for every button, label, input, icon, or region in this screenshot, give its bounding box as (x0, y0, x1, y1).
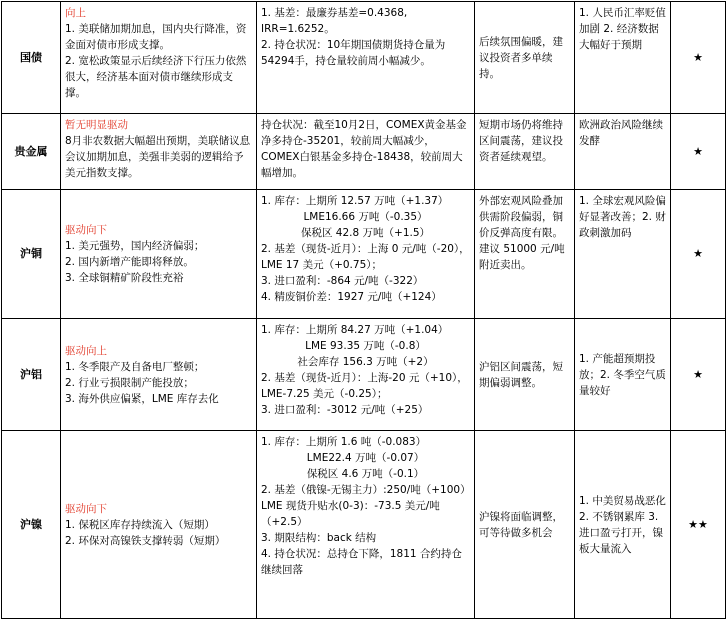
fundamental-line: 1. 库存：上期所 1.6 吨（-0.083） (261, 436, 427, 448)
fundamental-line: 4. 精废铜价差：1927 元/吨（+124） (261, 291, 442, 303)
fundamental-line: 2. 基差（俄镍-无锡主力）:250/吨（+100） (261, 484, 471, 496)
fundamental-line: 3. 进口盈利：-864 元/吨（-322） (261, 275, 424, 287)
strategy-cell: 沪镍将面临调整，可等待做多机会 (475, 431, 575, 619)
driver-title: 驱动向上 (65, 344, 107, 357)
driver-cell (61, 190, 257, 319)
risk-cell: 1. 全球宏观风险偏好显著改善；2. 财政刺激加码 (575, 190, 671, 319)
driver-line: 3. 海外供应偏紧，LME 库存去化 (65, 392, 219, 405)
fundamental-line: 1. 基差：最廉券基差=0.4368, IRR=1.6252。 (261, 7, 408, 35)
table-row (2, 114, 726, 190)
driver-cell (61, 319, 257, 431)
fundamental-line: LME 现货升贴水(0-3)：-73.5 美元/吨（+2.5） (261, 500, 440, 528)
fundamental-line: 2. 基差（现货-近月）：上海 0 元/吨（-20），LME 17 美元（+0.75）； (261, 243, 470, 271)
driver-line: 1. 美联储加期加息，国内央行降准，资金面对债市形成支撑。 (65, 23, 247, 51)
rating-cell: ★ (671, 190, 726, 319)
risk-cell: 1. 中美贸易战恶化 2. 不锈钢累库 3. 进口盈亏打开，镍板大量流入 (575, 431, 671, 619)
driver-title: 驱动向下 (65, 502, 107, 515)
strategy-cell: 沪铝区间震荡，短期偏弱调整。 (475, 319, 575, 431)
fundamental-line: 4. 持仓状况：总持仓下降，1811 合约持仓继续回落 (261, 548, 462, 576)
driver-line: 3. 全球铜精矿阶段性充裕 (65, 272, 184, 284)
fundamental-line: 1. 库存：上期所 84.27 万吨（+1.04） (261, 324, 449, 336)
fundamental-line: 3. 进口盈利：-3012 元/吨（+25） (261, 404, 429, 416)
driver-cell (61, 431, 257, 619)
rating-cell: ★ (671, 2, 726, 114)
commodity-table (1, 1, 726, 619)
fundamental-line: 社会库存 156.3 万吨（+2） (297, 356, 434, 368)
strategy-cell: 短期市场仍将维持区间震荡，建议投资者延续观望。 (475, 114, 575, 190)
fundamental-cell (257, 190, 475, 319)
driver-line: 8月非农数据大幅超出预期，美联储议息会议加期加息，美强非美弱的逻辑给予美元指数支撑。 (65, 135, 251, 179)
table-row (2, 2, 726, 114)
fundamental-cell (257, 114, 475, 190)
driver-line: 2. 宽松政策显示后续经济下行压力依然很大，经济基本面对债市继续形成支撑。 (65, 55, 247, 99)
fundamental-line: 2. 基差（现货-近月）：上海-20 元（+10），LME-7.25 美元（-0.25）； (261, 372, 468, 400)
row-name: 沪铝 (2, 319, 61, 431)
fundamental-line: 3. 期限结构：back 结构 (261, 532, 377, 544)
row-name: 沪镍 (2, 431, 61, 619)
driver-line: 1. 保税区库存持续流入（短期） (65, 518, 215, 531)
fundamental-cell (257, 431, 475, 619)
fundamental-line: 保税区 4.6 万吨（-0.1） (306, 468, 425, 480)
fundamental-line: 保税区 42.8 万吨（+1.5） (300, 227, 431, 239)
driver-line: 1. 美元强势，国内经济偏弱； (65, 240, 205, 252)
table-row (2, 319, 726, 431)
table-row (2, 190, 726, 319)
row-name: 贵金属 (2, 114, 61, 190)
fundamental-cell (257, 2, 475, 114)
fundamental-cell (257, 319, 475, 431)
driver-cell (61, 2, 257, 114)
fundamental-line: 2. 持仓状况：10年期国债期货持仓量为54294手，持仓量较前周小幅减少。 (261, 39, 446, 67)
strategy-cell: 后续氛围偏暖，建议投资者多单续持。 (475, 2, 575, 114)
rating-cell: ★ (671, 114, 726, 190)
fundamental-line: 1. 库存：上期所 12.57 万吨（+1.37） (261, 195, 449, 207)
fundamental-line: LME16.66 万吨（-0.35） (303, 211, 428, 223)
rating-cell: ★ (671, 319, 726, 431)
fundamental-line: LME22.4 万吨（-0.07） (306, 452, 425, 464)
row-name: 沪铜 (2, 190, 61, 319)
risk-cell: 1. 产能超预期投放；2. 冬季空气质量较好 (575, 319, 671, 431)
driver-line: 1. 冬季限产及自备电厂整顿； (65, 360, 205, 373)
strategy-cell: 外部宏观风险叠加供需阶段偏弱，铜价反弹高度有限。建议 51000 元/吨附近卖出。 (475, 190, 575, 319)
driver-line: 2. 环保对高镍铁支撑转弱（短期） (65, 534, 226, 547)
driver-cell (61, 114, 257, 190)
risk-cell: 欧洲政治风险继续发酵 (575, 114, 671, 190)
fundamental-line: LME 93.35 万吨（-0.8） (305, 340, 426, 352)
row-name: 国债 (2, 2, 61, 114)
rating-cell: ★★ (671, 431, 726, 619)
driver-line: 2. 行业亏损限制产能投放； (65, 376, 194, 389)
fundamental-line: 持仓状况：截至10月2日，COMEX黄金基金净多持仓-35201，较前周大幅减少，COMEX白银基金多持仓-18438，较前周大幅增加。 (261, 119, 467, 179)
driver-title: 驱动向下 (65, 224, 107, 236)
driver-line: 2. 国内新增产能即将释放。 (65, 256, 194, 268)
risk-cell: 1. 人民币汇率贬值加剧 2. 经济数据大幅好于预期 (575, 2, 671, 114)
table-row (2, 431, 726, 619)
driver-title: 向上 (65, 7, 86, 19)
driver-title: 暂无明显驱动 (65, 119, 128, 131)
